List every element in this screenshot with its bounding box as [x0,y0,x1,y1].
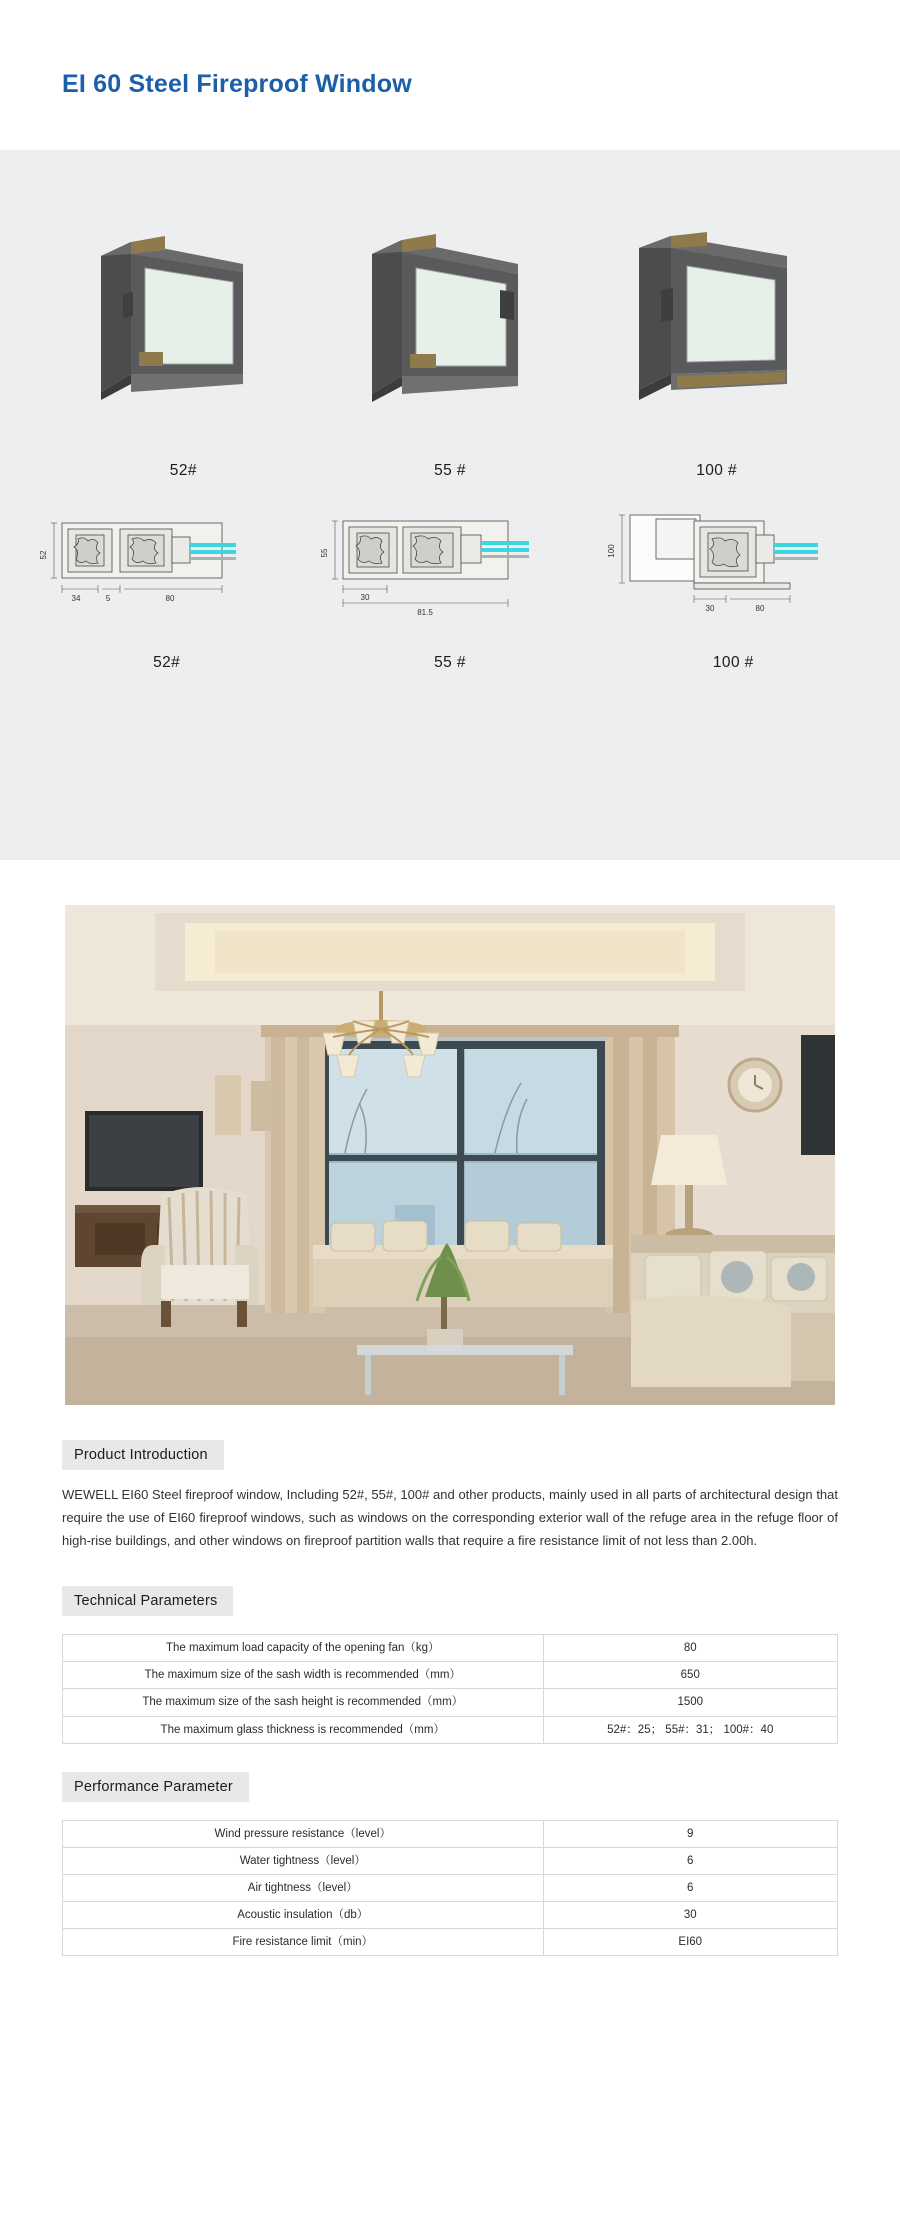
living-room-illustration [65,905,835,1405]
product-diagram-panel [0,150,900,860]
dim-b-100: 80 [755,604,765,613]
table-row [63,1874,838,1901]
section-svg-100 [598,505,868,640]
cross-section-52 [32,505,302,672]
table-row [63,1901,838,1928]
cross-section-row [0,480,900,672]
page-header [0,0,900,150]
window-3d-illustration-52 [83,224,283,454]
param-label: The maximum size of the sash height is recommended（mm） [63,1689,544,1716]
param-value: 1500 [543,1689,838,1716]
performance-parameter-heading: Performance Parameter [62,1772,249,1802]
param-value: 30 [543,1901,838,1928]
section-drawing-55 [315,505,585,640]
param-value: EI60 [543,1929,838,1956]
table-row [63,1662,838,1689]
product-introduction-heading: Product Introduction [62,1440,224,1470]
technical-parameters-table [62,1634,838,1743]
param-value: 80 [543,1635,838,1662]
dim-height-55: 55 [319,548,329,558]
product-caption: 52# [169,462,197,479]
dim-height-52: 52 [38,550,48,560]
technical-parameters-heading: Technical Parameters [62,1586,233,1616]
section-drawing-100 [598,505,868,640]
table-row [63,1929,838,1956]
product-caption: 55 # [434,462,466,479]
application-photo-wrap [0,860,900,1405]
param-value: 6 [543,1874,838,1901]
param-label: Air tightness（level） [63,1874,544,1901]
section-caption: 100 # [712,654,754,671]
param-value: 9 [543,1820,838,1847]
param-label: The maximum size of the sash width is recommended（mm） [63,1662,544,1689]
param-label: Acoustic insulation（db） [63,1901,544,1928]
param-value: 52#：25； 55#：31； 100#：40 [543,1716,838,1743]
section-caption: 52# [153,654,181,671]
product-introduction-text: WEWELL EI60 Steel fireproof window, Including 52#, 55#, 100# and other products, mainly used in all parts of architectural design that require the use of EI60 fireproof windows, such as windows on the corresponding exterior wall of the refuge area in the refuge floor of high-rise buildings, and other windows on fireproof partition walls that require a fire resistance limit of not less than 2.00h. [62,1487,838,1548]
param-label: The maximum load capacity of the opening fan（kg） [63,1635,544,1662]
table-row [63,1820,838,1847]
cross-section-55 [315,505,585,672]
dim-b-52: 5 [105,594,110,603]
content-area [0,1405,900,1996]
section-drawing-52 [32,505,302,640]
spacer [62,1744,838,1772]
window-3d-illustration-100 [617,224,817,454]
param-label: Water tightness（level） [63,1847,544,1874]
section-svg-55 [315,505,585,640]
living-room-photo [65,905,835,1405]
window-3d-svg-55 [350,224,550,424]
param-value: 6 [543,1847,838,1874]
window-3d-svg-52 [83,224,283,424]
page-title: EI 60 Steel Fireproof Window [62,70,412,98]
cross-section-100 [598,505,868,672]
dim-c-52: 80 [165,594,175,603]
param-value: 650 [543,1662,838,1689]
table-row [63,1635,838,1662]
param-label: Fire resistance limit（min） [63,1929,544,1956]
product-3d-52 [68,224,298,480]
dim-a-52: 34 [71,594,81,603]
table-row [63,1716,838,1743]
section-caption: 55 # [434,654,466,671]
param-label: Wind pressure resistance（level） [63,1820,544,1847]
table-row [63,1689,838,1716]
dim-height-100: 100 [607,544,617,558]
param-label: The maximum glass thickness is recommended（mm） [63,1716,544,1743]
product-3d-100 [602,224,832,480]
window-3d-illustration-55 [350,224,550,454]
product-3d-55 [335,224,565,480]
window-3d-svg-100 [617,224,817,424]
dim-b-55: 81.5 [417,608,433,617]
table-row [63,1847,838,1874]
dim-a-100: 30 [705,604,715,613]
dim-a-55: 30 [360,593,370,602]
3d-render-row [0,190,900,480]
performance-parameter-table [62,1820,838,1956]
section-svg-52 [32,505,302,640]
product-caption: 100 # [696,462,738,479]
